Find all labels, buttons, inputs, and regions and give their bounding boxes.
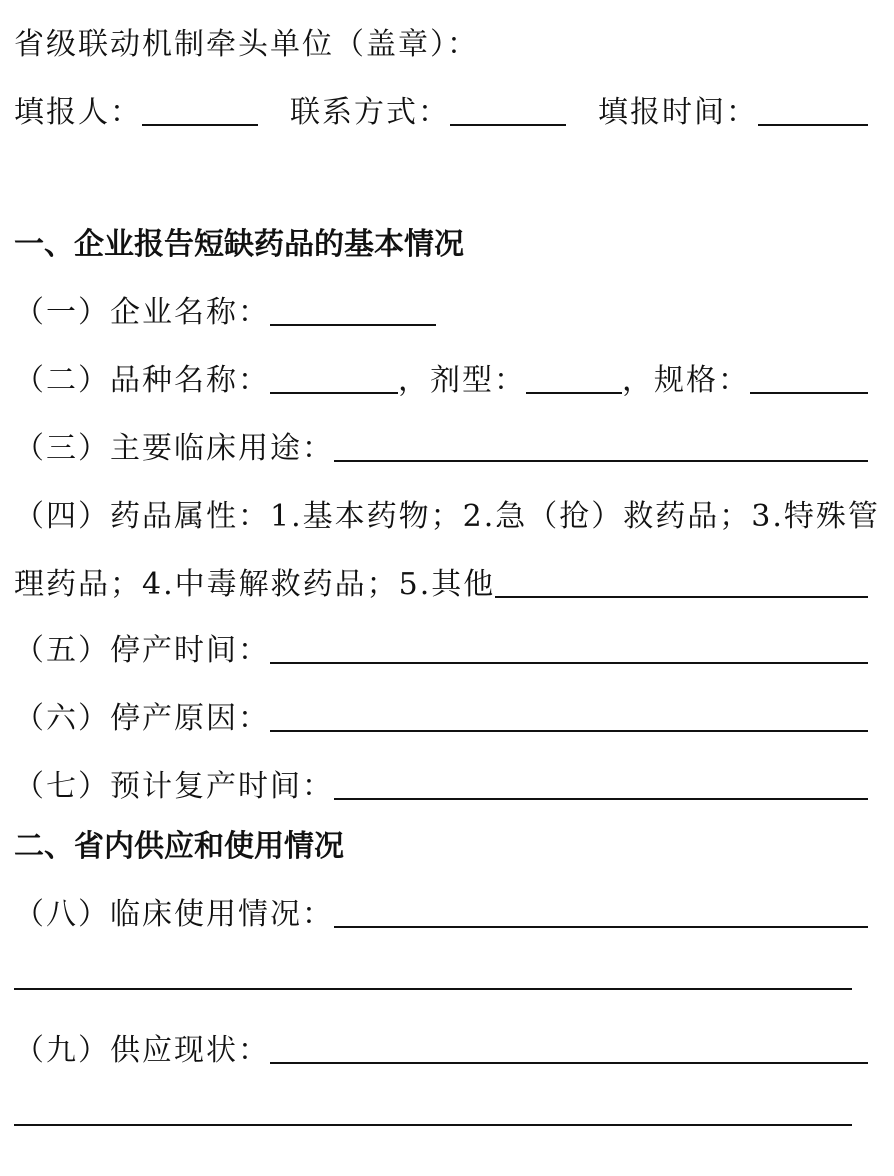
contact-field[interactable] <box>450 96 566 126</box>
resume-time-label: （七）预计复产时间： <box>14 769 334 804</box>
lead-unit-label: 省级联动机制牵头单位（盖章）： <box>14 27 479 62</box>
variety-row <box>14 348 868 396</box>
stop-time-field[interactable] <box>270 634 868 664</box>
clinical-use-field[interactable] <box>334 432 868 462</box>
attribute-label-1: （四）药品属性：1.基本药物；2.急（抢）救药品；3.特殊管 <box>14 499 880 534</box>
supply-status-row <box>14 1018 868 1066</box>
clinical-usage-label: （八）临床使用情况： <box>14 897 334 932</box>
stop-time-row <box>14 618 868 666</box>
attribute-label-2: 理药品；4.中毒解救药品；5.其他 <box>14 567 496 602</box>
attribute-other-field[interactable] <box>495 568 868 598</box>
reporter-field[interactable] <box>142 96 258 126</box>
specification-field[interactable] <box>750 364 868 394</box>
company-name-label: （一）企业名称： <box>14 295 270 330</box>
time-label: 填报时间： <box>598 95 758 130</box>
clinical-usage-row <box>14 882 868 930</box>
section1-title: 一、企业报告短缺药品的基本情况 <box>14 227 464 262</box>
section1-heading <box>14 212 868 260</box>
contact-label: 联系方式： <box>290 95 450 130</box>
stop-time-label: （五）停产时间： <box>14 633 270 668</box>
stop-reason-row <box>14 686 868 734</box>
clinical-use-label: （三）主要临床用途： <box>14 431 334 466</box>
supply-status-extra-line[interactable] <box>14 1124 852 1126</box>
time-field[interactable] <box>758 96 868 126</box>
reporter-row <box>14 80 868 128</box>
supply-status-field[interactable] <box>270 1034 868 1064</box>
section2-heading <box>14 814 868 862</box>
variety-name-field[interactable] <box>270 364 398 394</box>
clinical-usage-field[interactable] <box>334 898 868 928</box>
section2-title: 二、省内供应和使用情况 <box>14 829 344 864</box>
attribute-row-2 <box>14 552 868 600</box>
stop-reason-label: （六）停产原因： <box>14 701 270 736</box>
lead-unit-row <box>14 12 868 60</box>
stop-reason-field[interactable] <box>270 702 868 732</box>
reporter-label: 填报人： <box>14 95 142 130</box>
resume-time-field[interactable] <box>334 770 868 800</box>
specification-label: ，规格： <box>622 363 750 398</box>
dosage-form-label: ，剂型： <box>398 363 526 398</box>
variety-name-label: （二）品种名称： <box>14 363 270 398</box>
dosage-form-field[interactable] <box>526 364 622 394</box>
attribute-row-1 <box>14 484 880 534</box>
company-name-field[interactable] <box>270 296 436 326</box>
clinical-use-row <box>14 416 868 464</box>
resume-time-row <box>14 754 868 802</box>
company-name-row <box>14 280 868 328</box>
clinical-usage-extra-line[interactable] <box>14 988 852 990</box>
supply-status-label: （九）供应现状： <box>14 1033 270 1068</box>
